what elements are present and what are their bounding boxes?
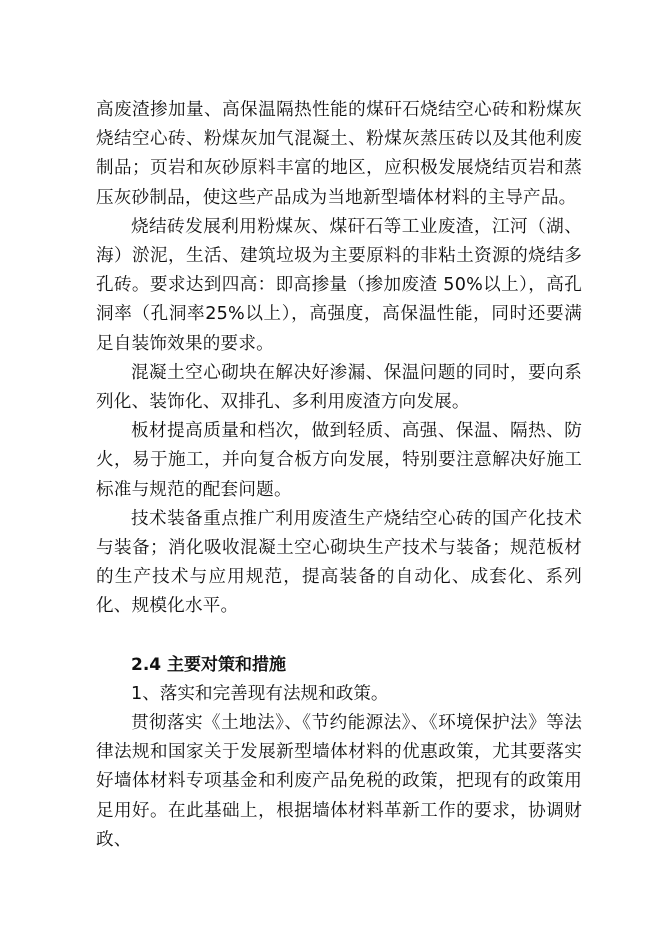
paragraph-sintered-brick: 烧结砖发展利用粉煤灰、煤矸石等工业废渣，江河（湖、海）淤泥，生活、建筑垃圾为主要原料的非粘土资源的烧结多孔砖。要求达到四高：即高掺量（掺加废渣 50%以上），高孔洞率（孔洞率25%以上），高强度，高保温性能，同时还要满足自装饰效果的要求。: [96, 216, 582, 354]
paragraph-technical-equipment: 技术装备重点推广利用废渣生产烧结空心砖的国产化技术与装备；消化吸收混凝土空心砌块生产技术与装备；规范板材的生产技术与应用规范，提高装备的自动化、成套化、系列化、规模化水平。: [96, 508, 582, 617]
paragraph-continuation: 高废渣掺加量、高保温隔热性能的煤矸石烧结空心砖和粉煤灰烧结空心砖、粉煤灰加气混凝土、粉煤灰蒸压砖以及其他利废制品；页岩和灰砂原料丰富的地区，应积极发展烧结页岩和蒸压灰砂制品，使这些产品成为当地新型墙体材料的主导产品。: [96, 100, 582, 208]
paragraph-board-material: 板材提高质量和档次，做到轻质、高强、保温、隔热、防火，易于施工，并向复合板方向发展，特别要注意解决好施工标准与规范的配套问题。: [96, 421, 582, 500]
paragraph-concrete-block: 混凝土空心砌块在解决好渗漏、保温问题的同时，要向系列化、装饰化、双排孔、多利用废渣方向发展。: [96, 362, 582, 413]
section-heading: 2.4 主要对策和措施: [131, 654, 287, 675]
subsection-heading: 1、落实和完善现有法规和政策。: [131, 683, 389, 704]
section-spacer: [96, 622, 582, 651]
paragraph-policy: 贯彻落实《土地法》、《节约能源法》、《环境保护法》等法律法规和国家关于发展新型墙体材料的优惠政策，尤其要落实好墙体材料专项基金和利废产品免税的政策，把现有的政策用足用好。在此基础上，根据墙体材料革新工作的要求，协调财政、: [96, 713, 582, 850]
document-body: [96, 96, 582, 855]
